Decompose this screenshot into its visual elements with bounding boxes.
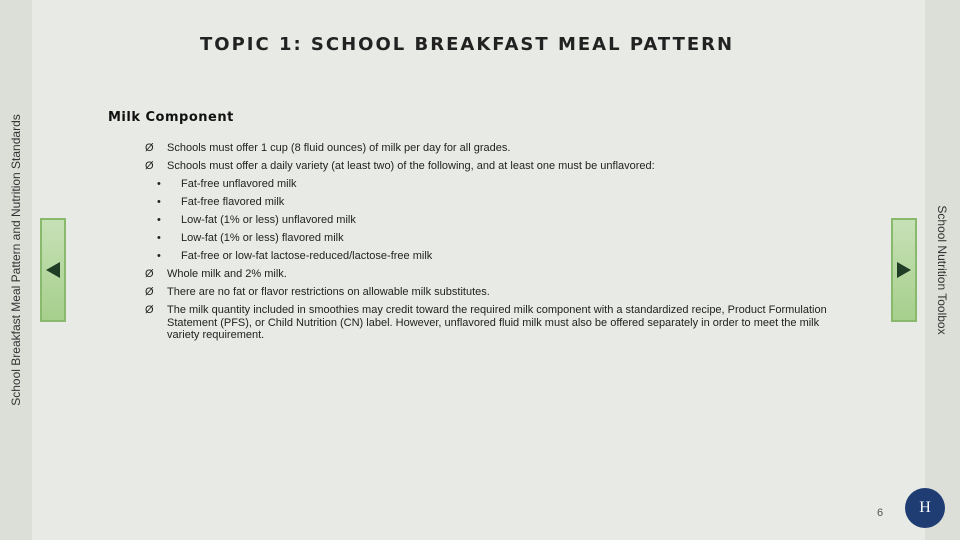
previous-slide-button[interactable]: [40, 218, 66, 322]
list-item: [145, 265, 835, 283]
next-slide-button[interactable]: [891, 218, 917, 322]
dot-bullet-icon: •: [157, 232, 161, 244]
list-item: [145, 193, 835, 211]
list-item: [145, 301, 835, 342]
home-button[interactable]: H: [905, 488, 945, 528]
list-item-text: The milk quantity included in smoothies may credit toward the required milk component with a standardized recipe, Product Formulation Statement (PFS), or Child Nutrition (CN) label. However, unflavored fluid milk must also be offered separately in order to meet the milk variety requirement.: [167, 304, 827, 341]
arrow-bullet-icon: Ø: [145, 160, 154, 172]
list-item-text: There are no fat or flavor restrictions on allowable milk substitutes.: [167, 286, 490, 298]
list-item: [145, 139, 835, 157]
left-sidebar-label: School Breakfast Meal Pattern and Nutrition Standards: [9, 114, 23, 406]
list-item-text: Schools must offer 1 cup (8 fluid ounces) of milk per day for all grades.: [167, 142, 511, 154]
list-item-text: Schools must offer a daily variety (at least two) of the following, and at least one must be unflavored:: [167, 160, 655, 172]
dot-bullet-icon: •: [157, 250, 161, 262]
list-item: [145, 283, 835, 301]
list-item-text: Fat-free unflavored milk: [181, 178, 297, 190]
section-heading: Milk Component: [108, 110, 234, 125]
list-item: [145, 175, 835, 193]
page-number: 6: [877, 507, 884, 519]
arrow-bullet-icon: Ø: [145, 286, 154, 298]
arrow-bullet-icon: Ø: [145, 142, 154, 154]
list-item-text: Whole milk and 2% milk.: [167, 268, 287, 280]
milk-requirements-list: [145, 139, 835, 342]
triangle-left-icon: [44, 261, 62, 279]
dot-bullet-icon: •: [157, 196, 161, 208]
list-item-text: Low-fat (1% or less) unflavored milk: [181, 214, 356, 226]
dot-bullet-icon: •: [157, 214, 161, 226]
page-title: TOPIC 1: SCHOOL BREAKFAST MEAL PATTERN: [200, 34, 735, 55]
triangle-right-icon: [895, 261, 913, 279]
list-item-text: Fat-free flavored milk: [181, 196, 285, 208]
list-item: [145, 229, 835, 247]
list-item: [145, 247, 835, 265]
arrow-bullet-icon: Ø: [145, 304, 154, 316]
arrow-bullet-icon: Ø: [145, 268, 154, 280]
list-item-text: Low-fat (1% or less) flavored milk: [181, 232, 344, 244]
list-item: [145, 211, 835, 229]
right-sidebar-label: School Nutrition Toolbox: [935, 205, 949, 335]
list-item: [145, 157, 835, 175]
list-item-text: Fat-free or low-fat lactose-reduced/lactose-free milk: [181, 250, 433, 262]
dot-bullet-icon: •: [157, 178, 161, 190]
